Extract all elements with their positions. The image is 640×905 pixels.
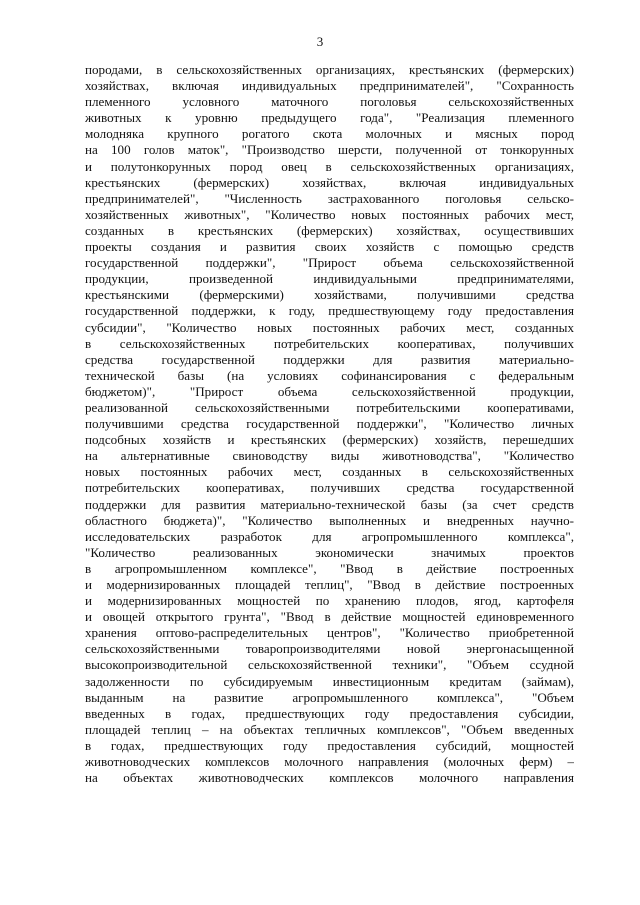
text-line: реализованной сельскохозяйственными потребительскими кооперативами, [85, 399, 574, 415]
text-line: крестьянскими (фермерскими) хозяйствами, получившими средства [85, 287, 574, 303]
text-line: на объектах животноводческих комплексов молочного направления [85, 770, 574, 786]
text-line: проекты создания и развития своих хозяйств с помощью средств [85, 239, 574, 255]
text-line: бюджетом)", "Прирост объема сельскохозяйственной продукции, [85, 383, 574, 399]
text-line: государственной поддержки", "Прирост объема сельскохозяйственной [85, 255, 574, 271]
text-line: новых постоянных рабочих мест, созданных в сельскохозяйственных [85, 464, 574, 480]
text-line: введенных в годах, предшествующих году предоставления субсидии, [85, 705, 574, 721]
text-line: молодняка крупного рогатого скота молочных и мясных пород [85, 126, 574, 142]
text-line: субсидии", "Количество новых постоянных рабочих мест, созданных [85, 319, 574, 335]
text-line: сельскохозяйственными товаропроизводителями новой энергонасыщенной [85, 641, 574, 657]
text-line: получившими средства государственной поддержки", "Количество личных [85, 416, 574, 432]
text-line: крестьянских (фермерских) хозяйствах, включая индивидуальных [85, 174, 574, 190]
text-line: подсобных хозяйств и крестьянских (фермерских) хозяйств, перешедших [85, 432, 574, 448]
text-line: породами, в сельскохозяйственных организациях, крестьянских (фермерских) [85, 62, 574, 77]
text-line: и полутонкорунных пород овец в сельскохозяйственных организациях, [85, 158, 574, 174]
text-line: "Количество реализованных экономически значимых проектов [85, 544, 574, 560]
text-line: задолженности по субсидируемым инвестиционным кредитам (займам), [85, 673, 574, 689]
text-line: и овощей открытого грунта", "Ввод в действие мощностей единовременного [85, 609, 574, 625]
page-number: 3 [316, 34, 324, 49]
text-line: высокопроизводительной сельскохозяйственной техники", "Объем ссудной [85, 657, 574, 673]
text-line: выданным на развитие агропромышленного комплекса", "Объем [85, 689, 574, 705]
text-line: в годах, предшествующих году предоставления субсидий, мощностей [85, 737, 574, 753]
text-line: потребительских кооперативах, получивших средства государственной [85, 480, 574, 496]
text-line: хранения оптово-распределительных центров", "Количество приобретенной [85, 625, 574, 641]
text-line: хозяйственных животных", "Количество новых постоянных рабочих мест, [85, 206, 574, 222]
text-line: и модернизированных мощностей по хранению плодов, ягод, картофеля [85, 593, 574, 609]
text-line: хозяйствах, включая индивидуальных предпринимателей", "Сохранность [85, 78, 574, 94]
text-line: областного бюджета)", "Количество выполненных и внедренных научно- [85, 512, 574, 528]
text-line: государственной поддержки, к году, предшествующему году предоставления [85, 303, 574, 319]
text-line: исследовательских разработок для агропромышленного комплекса", [85, 528, 574, 544]
text-line: созданных в крестьянских (фермерских) хозяйствах, осуществивших [85, 222, 574, 238]
text-line: на альтернативные свиноводству виды животноводства", "Количество [85, 448, 574, 464]
text-line: в сельскохозяйственных потребительских кооперативах, получивших [85, 335, 574, 351]
text-line: продукции, произведенной индивидуальными предпринимателями, [85, 271, 574, 287]
text-line: поддержки для развития материально-технической базы (за счет средств [85, 496, 574, 512]
text-line: в агропромышленном комплексе", "Ввод в действие построенных [85, 560, 574, 576]
text-line: технической базы (на условиях софинансирования с федеральным [85, 367, 574, 383]
text-line: средства государственной поддержки для развития материально- [85, 351, 574, 367]
text-line: предпринимателей", "Численность застрахованного поголовья сельско- [85, 190, 574, 206]
document-body-text [85, 62, 574, 786]
text-line: животноводческих комплексов молочного направления (молочных ферм) – [85, 754, 574, 770]
text-line: на 100 голов маток", "Производство шерсти, полученной от тонкорунных [85, 142, 574, 158]
text-line: и модернизированных площадей теплиц", "Ввод в действие построенных [85, 577, 574, 592]
text-line: площадей теплиц – на объектах тепличных комплексов", "Объем введенных [85, 721, 574, 737]
text-line: племенного условного маточного поголовья сельскохозяйственных [85, 94, 574, 110]
text-line: животных к уровню предыдущего года", "Реализация племенного [85, 110, 574, 126]
